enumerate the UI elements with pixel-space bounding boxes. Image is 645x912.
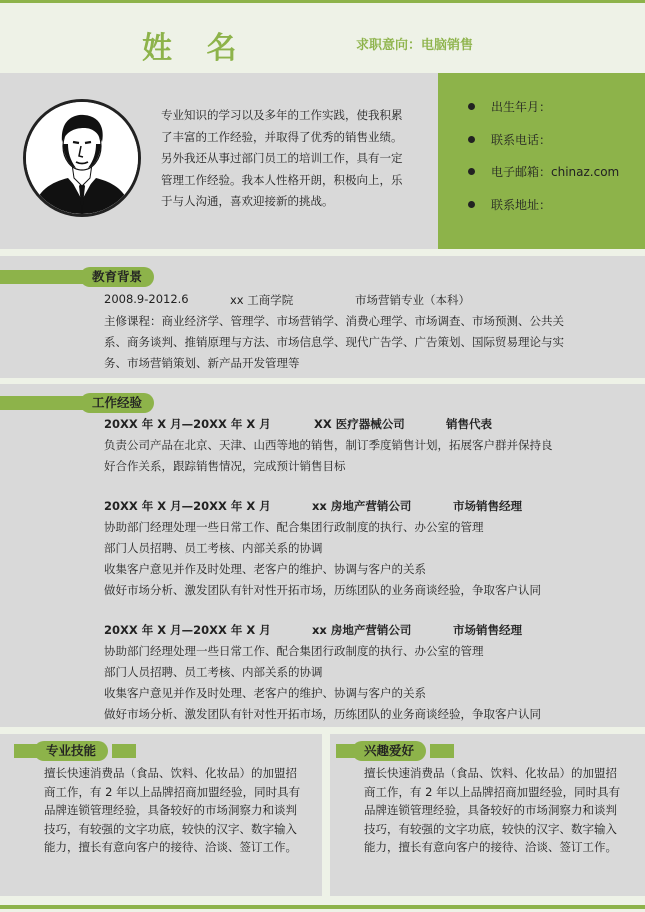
education-school: xx 工商学院 [230,293,294,307]
job-detail-line: 部门人员招聘、员工考核、内部关系的协调 [104,541,323,555]
education-courses-line: 主修课程：商业经济学、管理学、市场营销学、消费心理学、市场调查、市场预测、公共关 [104,314,564,328]
job-role: 销售代表 [446,417,492,431]
job-period: 20XX 年 X 月—20XX 年 X 月 [104,499,271,513]
education-heading: 教育背景 [0,267,190,287]
contact-item-birth: 出生年月： [468,98,645,131]
job-detail-line: 部门人员招聘、员工考核、内部关系的协调 [104,665,323,679]
candidate-name: 姓 名 [142,31,249,66]
work-heading: 工作经验 [0,393,190,413]
job-company: xx 房地产营销公司 [312,623,412,637]
education-courses-line: 务、市场营销策划、新产品开发管理等 [104,356,300,370]
education-period: 2008.9-2012.6 [104,292,189,306]
job-intent: 求职意向：电脑销售 [356,38,474,53]
hobbies-heading: 兴趣爱好 [336,741,456,761]
job-detail-line: 协助部门经理处理一些日常工作、配合集团行政制度的执行、办公室的管理 [104,644,484,658]
contact-item-address: 联系地址： [468,196,645,229]
header [0,3,645,73]
bullet-icon [468,201,475,208]
bottom-accent-line [0,905,645,909]
job-role: 市场销售经理 [453,499,522,513]
work-section [0,384,645,727]
bullet-icon [468,168,475,175]
education-courses-line: 系、商务谈判、推销原理与方法、市场信息学、现代广告学、广告策划、国际贸易理论与实 [104,335,564,349]
hobbies-text: 擅长快速消费品（食品、饮料、化妆品）的加盟招 商工作，有 2 年以上品牌招商加盟经验，同时具有 品牌连锁管理经验，具备较好的市场洞察力和谈判 技巧，有较强的文字功底，较快的汉字、数字输入 能力，擅长有意向客户的接待、洽谈、签订工作。 [364,766,621,854]
self-introduction: 专业知识的学习以及多年的工作实践，使我积累 了丰富的工作经验，并取得了优秀的销售业绩。 另外我还从事过部门员工的培训工作，具有一定 管理工作经验。我本人性格开朗，积极向上，乐 于与人沟通，喜欢迎接新的挑战。 [161,108,403,208]
contact-item-phone: 联系电话： [468,131,645,164]
contact-item-email: 电子邮箱：chinaz.com [468,163,645,196]
portrait-icon [26,102,138,214]
education-major: 市场营销专业（本科） [355,293,470,307]
skills-heading: 专业技能 [14,741,134,761]
contact-panel [438,73,645,249]
job-detail-line: 收集客户意见并作及时处理、老客户的维护、协调与客户的关系 [104,686,426,700]
job-company: XX 医疗器械公司 [314,417,405,431]
job-detail-line: 收集客户意见并作及时处理、老客户的维护、协调与客户的关系 [104,562,426,576]
job-detail-line: 做好市场分析、激发团队有针对性开拓市场，历练团队的业务商谈经验，争取客户认同 [104,583,541,597]
avatar [23,99,141,217]
job-period: 20XX 年 X 月—20XX 年 X 月 [104,417,271,431]
skills-text: 擅长快速消费品（食品、饮料、化妆品）的加盟招 商工作，有 2 年以上品牌招商加盟经验，同时具有 品牌连锁管理经验，具备较好的市场洞察力和谈判 技巧，有较强的文字功底，较快的汉字、数字输入 能力，擅长有意向客户的接待、洽谈、签订工作。 [44,766,301,854]
job-company: xx 房地产营销公司 [312,499,412,513]
bullet-icon [468,103,475,110]
job-detail-line: 好合作关系，跟踪销售情况，完成预计销售目标 [104,459,346,473]
bullet-icon [468,136,475,143]
job-detail-line: 协助部门经理处理一些日常工作、配合集团行政制度的执行、办公室的管理 [104,520,484,534]
job-role: 市场销售经理 [453,623,522,637]
job-detail-line: 负责公司产品在北京、天津、山西等地的销售，制订季度销售计划，拓展客户群并保持良 [104,438,553,452]
job-period: 20XX 年 X 月—20XX 年 X 月 [104,623,271,637]
job-detail-line: 做好市场分析、激发团队有针对性开拓市场，历练团队的业务商谈经验，争取客户认同 [104,707,541,721]
